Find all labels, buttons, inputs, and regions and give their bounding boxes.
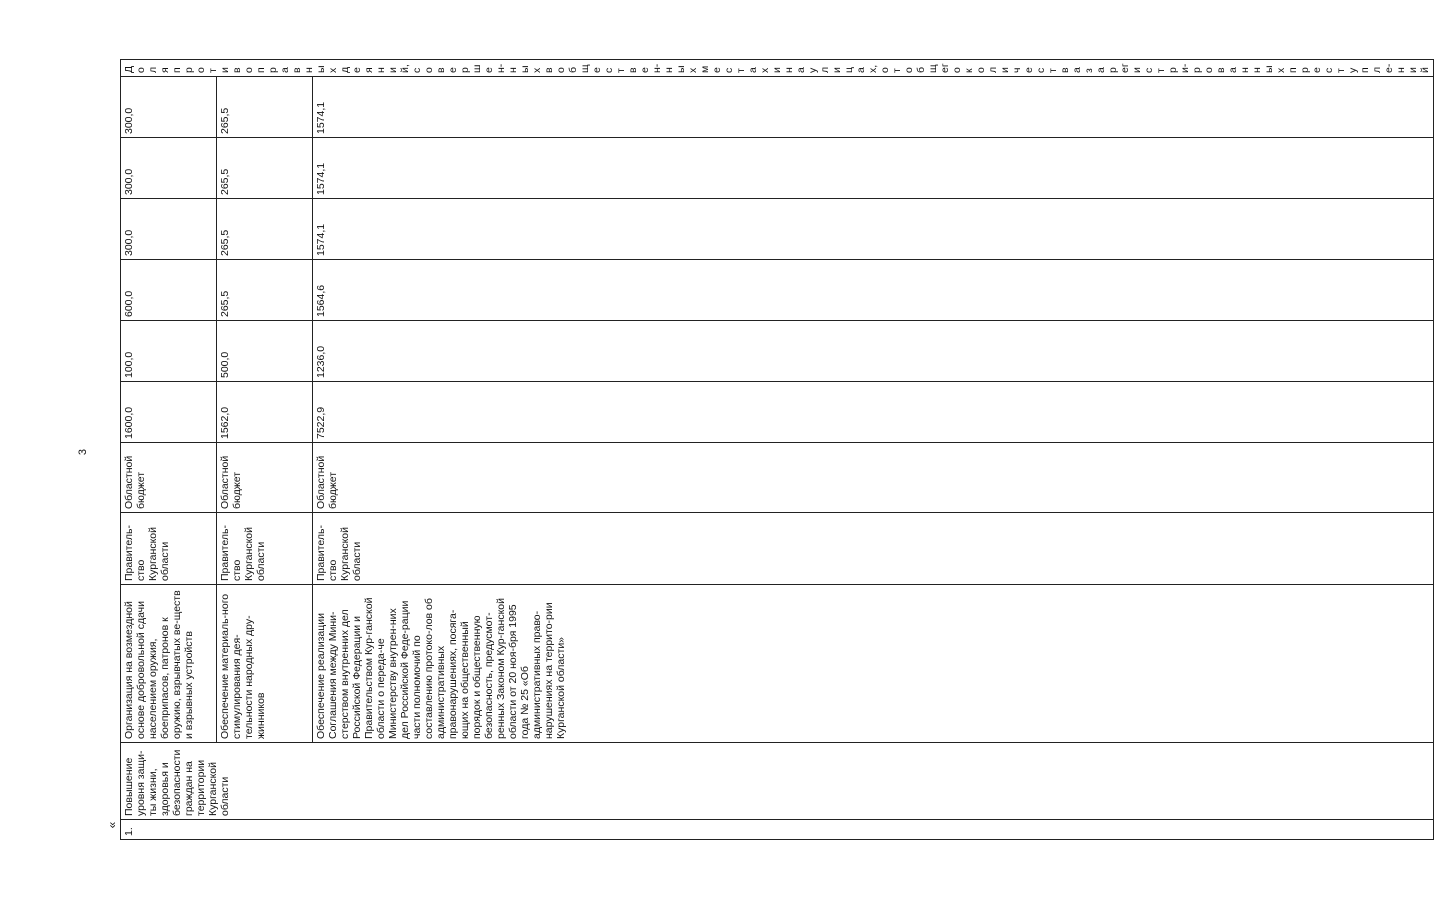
page-number: 3 — [77, 448, 89, 456]
year-3-cell: 265,5 — [217, 199, 313, 260]
year-5-cell: 300,0 — [121, 77, 217, 138]
table-row — [313, 60, 1434, 840]
year-1-cell: 500,0 — [217, 321, 313, 382]
executor-cell: Правитель-ство Курганской области — [121, 513, 217, 585]
opening-quote-mark: « — [105, 821, 119, 829]
source-cell: Областной бюджет — [121, 443, 217, 513]
year-2-cell: 1564,6 — [313, 260, 1434, 321]
executor-cell: Правитель-ство Курганской области — [217, 513, 313, 585]
goal-cell: Повышение уровня защи-ты жизни, здоровья и безопасности граждан на территории Курганской области — [121, 743, 1434, 820]
year-3-cell: 1574,1 — [313, 199, 1434, 260]
year-1-cell: 100,0 — [121, 321, 217, 382]
indicator-cell — [121, 60, 1434, 77]
action-cell: Обеспечение реализации Соглашения между Мини-стерством внутренних дел Российской Федерации и Правительством Кур-ганской области о переда-че Министерству внутрен-них дел Российской Феде-рации части полномочий по составлению протоко-лов об административных правонарушениях, посяга-ющих на общественный порядок и общественную безопасность, предусмот-ренных Законом Кур-ганской области от 20 ноя-бря 1995 года № 25 «Об административных право-нарушениях на террито-рии Курганской области» — [313, 585, 1434, 743]
year-4-cell: 300,0 — [121, 138, 217, 199]
year-2-cell: 600,0 — [121, 260, 217, 321]
executor-cell: Правитель-ство Курганской области — [313, 513, 1434, 585]
table-row — [121, 60, 217, 840]
action-cell: Обеспечение материаль-ного стимулирования дея-тельности народных дру-жинников — [217, 585, 313, 743]
program-table — [120, 59, 1434, 840]
year-5-cell: 265,5 — [217, 77, 313, 138]
source-cell: Областной бюджет — [313, 443, 1434, 513]
year-5-cell: 1574,1 — [313, 77, 1434, 138]
source-cell: Областной бюджет — [217, 443, 313, 513]
year-2-cell: 265,5 — [217, 260, 313, 321]
table-row — [217, 60, 313, 840]
year-3-cell: 300,0 — [121, 199, 217, 260]
rotated-table-wrapper — [120, 60, 1431, 840]
row-number-cell: 1. — [121, 820, 1434, 840]
action-cell: Организация на возмездной основе добровольной сдачи населением оружия, боеприпасов, патронов к оружию, взрывчатых ве-ществ и взрывных устройств — [121, 585, 217, 743]
indicator-text: Доля противоправных деяний, совершен-ных в обществен-ных местах и на улицах, от общего количества зарегистри-рованных преступле-ний — [123, 63, 1431, 73]
total-cell: 1600,0 — [121, 382, 217, 443]
year-1-cell: 1236,0 — [313, 321, 1434, 382]
total-cell: 7522,9 — [313, 382, 1434, 443]
year-4-cell: 265,5 — [217, 138, 313, 199]
year-4-cell: 1574,1 — [313, 138, 1434, 199]
total-cell: 1562,0 — [217, 382, 313, 443]
